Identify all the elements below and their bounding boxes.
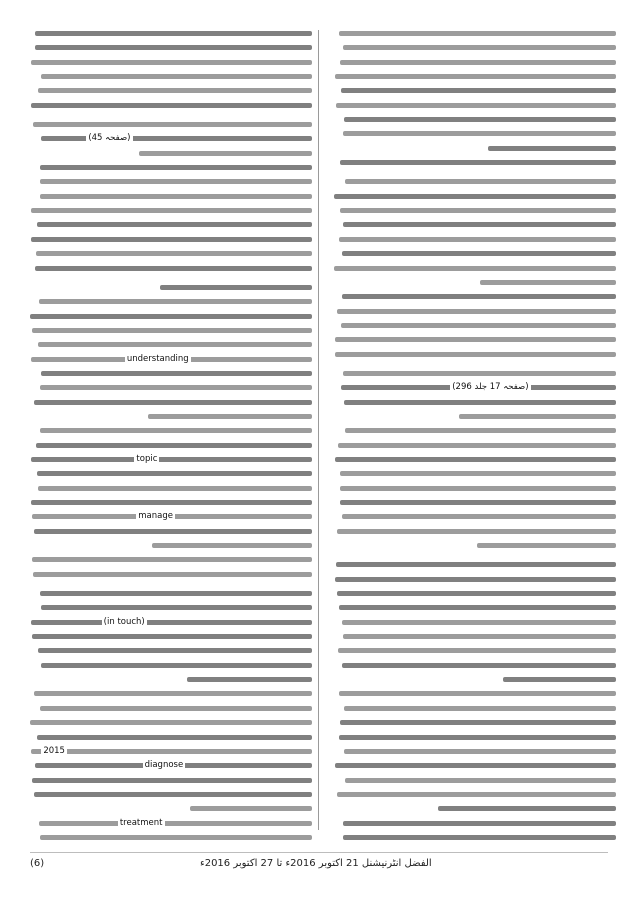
text-line	[334, 26, 616, 40]
text-line	[334, 586, 616, 600]
text-line-ink	[337, 529, 616, 534]
text-line	[30, 98, 312, 112]
text-line-ink	[37, 735, 312, 740]
text-line-ink	[503, 677, 616, 682]
legible-fragment: (in touch)	[103, 616, 145, 627]
text-line	[334, 141, 616, 155]
text-line-ink	[342, 663, 616, 668]
text-line-ink	[30, 720, 312, 725]
text-line-ink	[35, 31, 312, 36]
text-line	[334, 801, 616, 815]
text-line	[30, 26, 312, 40]
text-line	[334, 438, 616, 452]
text-line	[334, 318, 616, 332]
text-line	[334, 524, 616, 538]
text-line	[30, 232, 312, 246]
text-line	[30, 787, 312, 801]
text-line-ink	[335, 577, 616, 582]
text-line	[334, 816, 616, 830]
issue-date-line: الفضل انٹرنیشنل 21 اکتوبر 2016ء تا 27 اکتوبر 2016ء	[200, 858, 432, 869]
text-line-ink	[339, 735, 616, 740]
legible-fragment: understanding	[126, 353, 189, 364]
text-line-ink	[344, 749, 616, 754]
text-line-ink	[32, 778, 312, 783]
text-line-ink	[36, 443, 312, 448]
text-line	[334, 366, 616, 380]
legible-fragment: manage	[138, 511, 173, 522]
text-line-ink	[342, 620, 616, 625]
text-line-ink	[338, 443, 616, 448]
text-line-ink	[40, 385, 312, 390]
text-line	[30, 686, 312, 700]
text-line	[30, 495, 312, 509]
text-line	[334, 643, 616, 657]
text-line-ink	[480, 280, 616, 285]
text-line-ink	[37, 471, 312, 476]
text-line	[30, 466, 312, 480]
text-line-ink	[343, 371, 616, 376]
text-line	[30, 160, 312, 174]
text-line	[30, 600, 312, 614]
text-line-ink	[41, 663, 312, 668]
text-line-ink	[40, 835, 312, 840]
text-line	[30, 280, 312, 294]
text-line-ink	[38, 648, 312, 653]
page-number: (6)	[30, 858, 45, 869]
text-line	[30, 131, 312, 145]
text-line-ink	[31, 620, 312, 625]
text-line-ink	[35, 266, 312, 271]
text-line-ink	[342, 514, 616, 519]
text-line	[334, 557, 616, 571]
text-line	[334, 615, 616, 629]
text-line	[30, 323, 312, 337]
text-line	[30, 423, 312, 437]
text-line	[334, 787, 616, 801]
text-line	[30, 744, 312, 758]
text-line	[30, 380, 312, 394]
text-line	[334, 672, 616, 686]
text-line-ink	[477, 543, 616, 548]
text-line-ink	[343, 835, 616, 840]
text-line-ink	[340, 500, 616, 505]
text-line	[334, 203, 616, 217]
text-line-ink	[39, 821, 312, 826]
text-line	[30, 69, 312, 83]
text-line-ink	[40, 428, 312, 433]
text-line-ink	[345, 778, 616, 783]
text-line	[30, 40, 312, 54]
text-line-ink	[337, 309, 616, 314]
text-line-ink	[41, 136, 312, 141]
text-line	[30, 830, 312, 841]
text-line	[30, 672, 312, 686]
text-line	[334, 495, 616, 509]
text-line-ink	[339, 605, 616, 610]
text-line-ink	[340, 720, 616, 725]
text-line-ink	[336, 103, 616, 108]
legible-fragment: topic	[136, 453, 158, 464]
text-line	[334, 830, 616, 841]
text-line-ink	[339, 31, 616, 36]
text-line	[334, 773, 616, 787]
text-line-ink	[438, 806, 616, 811]
text-line	[30, 294, 312, 308]
text-line	[334, 289, 616, 303]
text-line-ink	[40, 179, 312, 184]
left-text-column	[30, 26, 312, 841]
text-line	[334, 395, 616, 409]
text-line-ink	[336, 562, 616, 567]
text-line-ink	[335, 352, 616, 357]
text-line	[334, 304, 616, 318]
text-line-ink	[34, 400, 312, 405]
right-text-column	[334, 26, 616, 841]
text-line	[30, 816, 312, 830]
text-line	[334, 380, 616, 394]
text-line	[334, 275, 616, 289]
text-line-ink	[344, 706, 616, 711]
text-line	[30, 438, 312, 452]
text-line	[30, 552, 312, 566]
text-line-ink	[335, 337, 616, 342]
text-line	[334, 730, 616, 744]
text-line	[30, 758, 312, 772]
text-line-ink	[37, 222, 312, 227]
text-line	[30, 395, 312, 409]
text-line	[334, 189, 616, 203]
text-line-ink	[459, 414, 616, 419]
text-line	[334, 466, 616, 480]
text-line-ink	[335, 74, 616, 79]
text-line	[30, 409, 312, 423]
text-line	[334, 758, 616, 772]
text-line-ink	[160, 285, 312, 290]
text-line-ink	[340, 486, 616, 491]
legible-fragment: (296 صفحہ 17 جلد)	[452, 382, 529, 393]
text-line-ink	[343, 821, 616, 826]
text-line-ink	[341, 323, 616, 328]
text-line	[30, 203, 312, 217]
text-line-ink	[31, 208, 312, 213]
text-line	[30, 117, 312, 131]
text-line-ink	[335, 763, 616, 768]
text-line-ink	[36, 251, 312, 256]
text-line	[334, 261, 616, 275]
text-line	[334, 715, 616, 729]
text-line	[334, 409, 616, 423]
text-line	[30, 217, 312, 231]
text-line-ink	[41, 605, 312, 610]
text-line-ink	[34, 792, 312, 797]
text-line	[30, 337, 312, 351]
text-line	[30, 55, 312, 69]
text-line-ink	[32, 634, 312, 639]
text-line	[334, 55, 616, 69]
text-line	[30, 643, 312, 657]
text-line-ink	[343, 222, 616, 227]
text-line	[334, 538, 616, 552]
text-line-ink	[38, 486, 312, 491]
column-divider	[318, 30, 319, 830]
text-line	[334, 40, 616, 54]
text-line	[30, 701, 312, 715]
text-line-ink	[31, 457, 312, 462]
text-line	[30, 309, 312, 323]
text-line	[30, 773, 312, 787]
text-line	[334, 658, 616, 672]
text-line	[30, 246, 312, 260]
text-line	[30, 615, 312, 629]
text-line-ink	[139, 151, 312, 156]
text-line	[334, 217, 616, 231]
text-line-ink	[38, 88, 312, 93]
text-line-ink	[344, 400, 616, 405]
text-line	[30, 83, 312, 97]
text-line	[30, 481, 312, 495]
text-line-ink	[40, 194, 312, 199]
text-line	[334, 509, 616, 523]
text-line	[334, 744, 616, 758]
text-line	[334, 600, 616, 614]
text-line-ink	[40, 165, 312, 170]
text-line	[334, 572, 616, 586]
page-footer	[0, 858, 638, 878]
text-line-ink	[345, 428, 616, 433]
legible-fragment: 2015	[43, 745, 65, 756]
text-line	[30, 366, 312, 380]
text-line	[334, 347, 616, 361]
text-line	[30, 261, 312, 275]
text-line-ink	[190, 806, 312, 811]
text-line	[30, 801, 312, 815]
text-line-ink	[34, 691, 312, 696]
text-line-ink	[343, 131, 616, 136]
text-line	[334, 701, 616, 715]
legible-fragment: treatment	[119, 817, 163, 828]
text-line-ink	[41, 371, 312, 376]
text-line	[334, 452, 616, 466]
text-line	[30, 352, 312, 366]
text-line-ink	[340, 60, 616, 65]
text-line-ink	[39, 299, 312, 304]
text-line-ink	[334, 266, 616, 271]
text-line-ink	[30, 314, 312, 319]
text-line-ink	[337, 792, 616, 797]
text-line-ink	[41, 74, 312, 79]
text-line	[30, 146, 312, 160]
text-line-ink	[32, 328, 312, 333]
text-line	[30, 452, 312, 466]
text-line-ink	[31, 749, 312, 754]
text-line-ink	[488, 146, 616, 151]
text-line-ink	[31, 500, 312, 505]
text-line-ink	[339, 237, 616, 242]
text-line-ink	[40, 591, 312, 596]
text-line-ink	[334, 194, 616, 199]
text-line-ink	[31, 103, 312, 108]
text-line-ink	[338, 648, 616, 653]
text-line	[334, 232, 616, 246]
text-line-ink	[344, 117, 616, 122]
text-line-ink	[32, 557, 312, 562]
text-line-ink	[342, 251, 616, 256]
text-line-ink	[33, 122, 312, 127]
text-line	[334, 155, 616, 169]
text-line-ink	[187, 677, 312, 682]
text-line-ink	[341, 88, 616, 93]
text-line	[334, 112, 616, 126]
text-line-ink	[340, 160, 616, 165]
text-line	[30, 524, 312, 538]
text-line	[334, 246, 616, 260]
text-line	[334, 98, 616, 112]
legible-fragment: diagnose	[144, 760, 184, 771]
text-line-ink	[343, 634, 616, 639]
text-line	[334, 69, 616, 83]
text-line-ink	[152, 543, 312, 548]
text-line	[30, 567, 312, 581]
text-line-ink	[337, 591, 616, 596]
text-line-ink	[345, 179, 616, 184]
text-line-ink	[34, 529, 312, 534]
text-line	[334, 174, 616, 188]
text-line-ink	[31, 60, 312, 65]
text-line	[30, 189, 312, 203]
text-line	[334, 423, 616, 437]
text-line	[30, 509, 312, 523]
text-line-ink	[340, 471, 616, 476]
text-line	[30, 715, 312, 729]
text-line	[30, 629, 312, 643]
text-line	[30, 174, 312, 188]
text-line-ink	[342, 294, 616, 299]
text-line-ink	[339, 691, 616, 696]
text-line-ink	[335, 457, 616, 462]
text-line-ink	[340, 208, 616, 213]
text-line	[30, 730, 312, 744]
text-line	[334, 481, 616, 495]
text-line-ink	[33, 572, 312, 577]
text-line-ink	[35, 45, 312, 50]
legible-fragment: (45 صفحہ)	[88, 133, 131, 144]
text-line	[334, 332, 616, 346]
text-line	[334, 126, 616, 140]
text-line-ink	[343, 45, 616, 50]
text-line	[334, 629, 616, 643]
text-line-ink	[38, 342, 313, 347]
text-line	[30, 538, 312, 552]
text-line-ink	[31, 237, 312, 242]
text-line	[334, 686, 616, 700]
text-line-ink	[40, 706, 312, 711]
text-line	[30, 586, 312, 600]
text-line	[30, 658, 312, 672]
text-line	[334, 83, 616, 97]
footer-rule	[30, 852, 608, 853]
text-line-ink	[148, 414, 312, 419]
